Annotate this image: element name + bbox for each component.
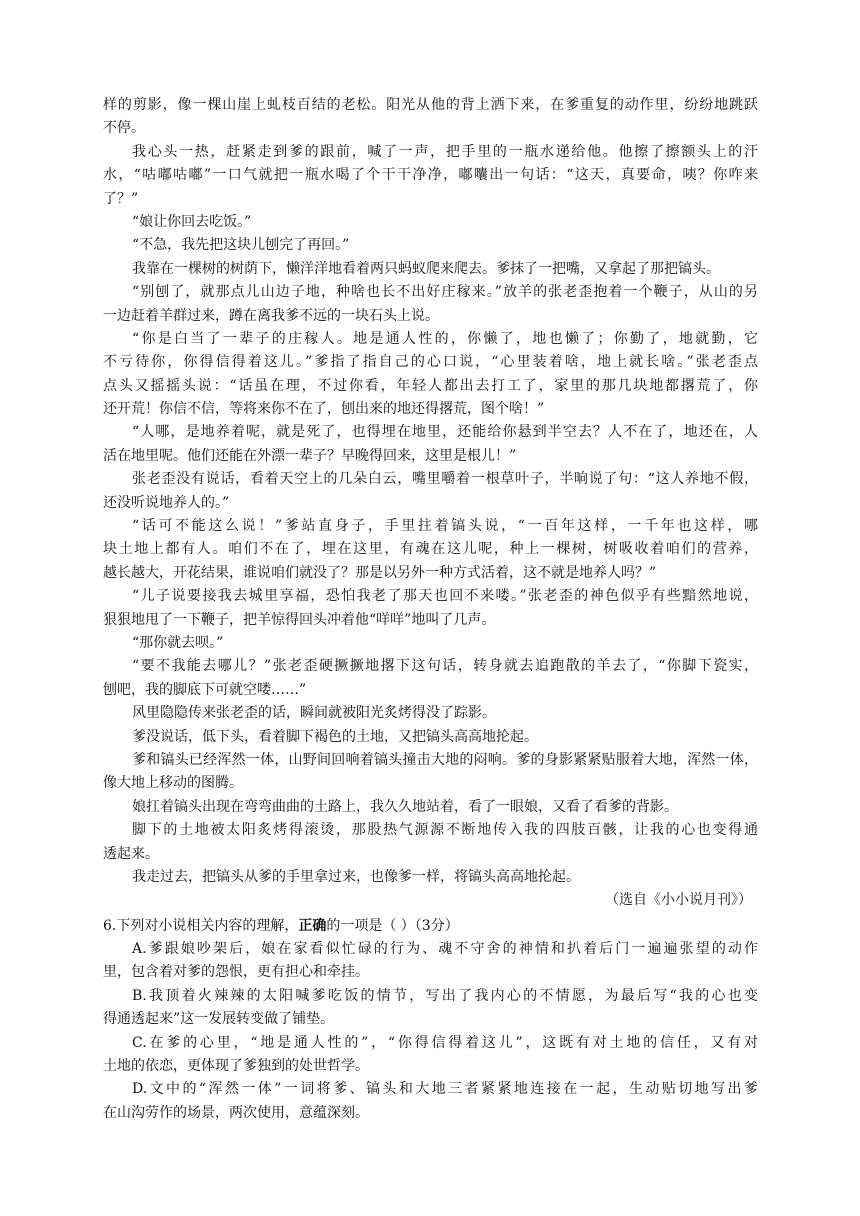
passage xyxy=(103,94,758,889)
paragraph xyxy=(103,421,758,468)
paragraph-line: 不停。 xyxy=(103,120,145,137)
paragraph-line: 水，“咕嘟咕嘟”一口气就把一瓶水喝了个干干净净，嘟囔出一句话：“这天，真要命，咦？你咋来 xyxy=(103,167,758,184)
paragraph-line: “人哪，是地养着呢，就是死了，也得埋在地里，还能给你悬到半空去？人不在了，地还在，人 xyxy=(132,424,758,441)
paragraph xyxy=(103,866,758,889)
question-stem-emphasis: 正确 xyxy=(298,917,327,934)
passage-source: （选自《小小说月刊》） xyxy=(605,892,752,909)
paragraph-line: 风里隐隐传来张老歪的话，瞬间就被阳光炙烤得没了踪影。 xyxy=(132,705,496,722)
paragraph-line: 还没听说地养人的。” xyxy=(103,494,230,511)
paragraph-line: 我心头一热，赶紧走到爹的跟前，喊了一声，把手里的一瓶水递给他。他擦了擦额头上的汗 xyxy=(132,143,758,160)
paragraph-line: 还开荒！你信不信，等将来你不在了，刨出来的地还得撂荒，图个啥！” xyxy=(103,401,545,418)
paragraph xyxy=(103,94,758,141)
question-options xyxy=(103,938,758,1125)
option-line: 土地的依恋，更体现了爹独到的处世哲学。 xyxy=(103,1058,369,1075)
option-line: A.爹跟娘吵架后，娘在家看似忙碌的行为、魂不守舍的神情和扒着后门一遍遍张望的动作 xyxy=(132,941,758,958)
question-stem-prefix: 6.下列对小说相关内容的理解， xyxy=(103,917,299,934)
paragraph xyxy=(103,702,758,725)
paragraph-line: “儿子说要接我去城里享福，恐怕我老了那天也回不来喽。”张老歪的神色似乎有些黯然地说， xyxy=(132,588,758,605)
question-stem-suffix: 的一项是（ ）（3分） xyxy=(326,917,459,934)
paragraph-line: 块土地上都有人。咱们不在了，埋在这里，有魂在这儿呢，种上一棵树，树吸收着咱们的营养， xyxy=(103,541,758,558)
paragraph-line: “娘让你回去吃饭。” xyxy=(132,213,252,230)
question-stem xyxy=(103,915,758,938)
paragraph-line: 一边赶着羊群过来，蹲在离我爹不远的一块石头上说。 xyxy=(103,307,439,324)
paragraph-line: “要不我能去哪儿？”张老歪硬撅撅地撂下这句话，转身就去追跑散的羊去了，“你脚下瓷实， xyxy=(132,658,758,675)
paragraph xyxy=(103,585,758,632)
paragraph-line: “你是白当了一辈子的庄稼人。地是通人性的，你懒了，地也懒了；你勤了，地就勤，它 xyxy=(132,330,758,347)
option-line: D.文中的“浑然一体”一词将爹、镐头和大地三者紧紧地连接在一起，生动贴切地写出爹 xyxy=(132,1081,758,1098)
paragraph-line: 爹和镐头已经浑然一体，山野间回响着镐头撞击大地的闷响。爹的身影紧紧贴服着大地，浑然一体， xyxy=(132,751,758,768)
paragraph xyxy=(103,281,758,328)
paragraph-line: “不急，我先把这块儿刨完了再回。” xyxy=(132,237,350,254)
question-block xyxy=(103,915,758,1126)
paragraph xyxy=(103,258,758,281)
option-line: 得通透起来”这一发展转变做了铺垫。 xyxy=(103,1011,335,1028)
document-page xyxy=(103,94,758,1125)
paragraph-line: 我靠在一棵树的树荫下，懒洋洋地看着两只蚂蚁爬来爬去。爹抹了一把嘴，又拿起了那把镐头。 xyxy=(132,260,720,277)
paragraph-line: 爹没说话，低下头，看着脚下褐色的土地，又把镐头高高地抡起。 xyxy=(132,728,538,745)
paragraph xyxy=(103,328,758,422)
paragraph xyxy=(103,211,758,234)
paragraph-line: “别刨了，就那点儿山边子地，种啥也长不出好庄稼来。”放羊的张老歪抱着一个鞭子，从山的另 xyxy=(132,284,758,301)
paragraph xyxy=(103,726,758,749)
paragraph-line: 张老歪没有说话，看着天空上的几朵白云，嘴里嚼着一根草叶子，半晌说了句：“这人养地不假， xyxy=(132,471,758,488)
paragraph-line: 了？” xyxy=(103,190,139,207)
paragraph xyxy=(103,234,758,257)
paragraph-line: 脚下的土地被太阳炙烤得滚烫，那股热气源源不断地传入我的四肢百骸，让我的心也变得通 xyxy=(132,822,758,839)
option-line: C.在爹的心里，“地是通人性的”，“你得信得着这儿”，这既有对土地的信任，又有对 xyxy=(132,1034,758,1051)
paragraph-line: 娘扛着镐头出现在弯弯曲曲的土路上，我久久地站着，看了一眼娘，又看了看爹的背影。 xyxy=(132,798,678,815)
paragraph-line: 越长越大，开花结果，谁说咱们就没了？那是以另外一种方式活着，这不就是地养人吗？” xyxy=(103,564,657,581)
paragraph-line: 刨吧，我的脚底下可就空喽……” xyxy=(103,681,307,698)
paragraph xyxy=(103,515,758,585)
paragraph xyxy=(103,655,758,702)
paragraph-line: 透起来。 xyxy=(103,845,159,862)
paragraph-line: 点头又摇摇头说：“话虽在理，不过你看，年轻人都出去打工了，家里的那几块地都撂荒了，你 xyxy=(103,377,758,394)
paragraph-line: “话可不能这么说！”爹站直身子，手里拄着镐头说，“一百年这样，一千年也这样，哪 xyxy=(132,518,758,535)
paragraph-line: 狠狠地甩了一下鞭子，把羊惊得回头冲着他“咩咩”地叫了几声。 xyxy=(103,611,496,628)
option-line: B.我顶着火辣辣的太阳喊爹吃饭的情节，写出了我内心的不情愿，为最后写“我的心也变 xyxy=(132,987,758,1004)
paragraph-line: 像大地上移动的图腾。 xyxy=(103,775,243,792)
option-d xyxy=(103,1078,758,1125)
option-b xyxy=(103,985,758,1032)
paragraph xyxy=(103,468,758,515)
paragraph-line: “那你就去呗。” xyxy=(132,634,224,651)
option-c xyxy=(103,1032,758,1079)
option-line: 在山沟劳作的场景，两次使用，意蕴深刻。 xyxy=(103,1104,369,1121)
paragraph-line: 活在地里呢。他们还能在外漂一辈子？早晚得回来，这里是根儿！” xyxy=(103,447,517,464)
option-line: 里，包含着对爹的怨恨，更有担心和牵挂。 xyxy=(103,964,369,981)
paragraph xyxy=(103,819,758,866)
paragraph-line: 我走过去，把镐头从爹的手里拿过来，也像爹一样，将镐头高高地抡起。 xyxy=(132,868,580,885)
option-a xyxy=(103,938,758,985)
paragraph xyxy=(103,632,758,655)
paragraph-line: 不亏待你，你得信得着这儿。”爹指了指自己的心口说，“心里装着啥，地上就长啥。”张老歪点 xyxy=(103,354,758,371)
paragraph xyxy=(103,796,758,819)
paragraph xyxy=(103,141,758,211)
paragraph-line: 样的剪影，像一棵山崖上虬枝百结的老松。阳光从他的背上洒下来，在爹重复的动作里，纷纷地跳跃 xyxy=(103,97,758,113)
paragraph xyxy=(103,749,758,796)
